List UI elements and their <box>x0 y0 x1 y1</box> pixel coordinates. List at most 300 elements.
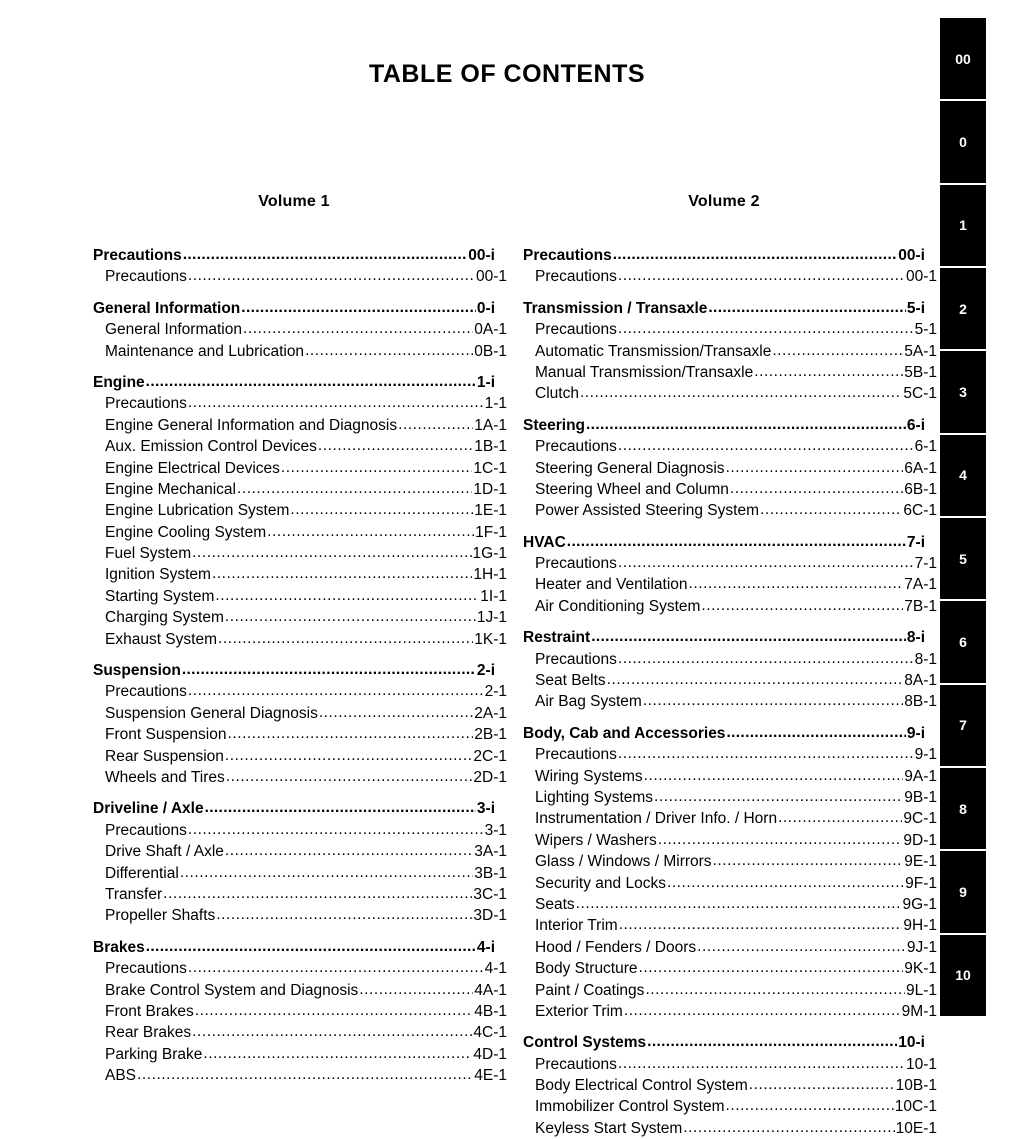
toc-page-number: 7-1 <box>914 555 937 573</box>
toc-page-number: 9H-1 <box>903 917 937 935</box>
toc-page-number: 5-i <box>906 299 925 317</box>
dot-leader <box>644 765 904 786</box>
toc-entry-row[interactable] <box>523 341 937 362</box>
index-tab-10[interactable] <box>940 935 986 1018</box>
toc-entry-row[interactable] <box>523 830 937 851</box>
dot-leader <box>203 1043 472 1064</box>
toc-entry-label: Brake Control System and Diagnosis <box>105 981 359 999</box>
index-tab-label: 4 <box>959 467 967 484</box>
index-tab-label: 3 <box>959 383 967 400</box>
toc-entry-row[interactable] <box>523 574 937 595</box>
toc-entry-row[interactable] <box>523 500 937 521</box>
toc-entry-label: Aux. Emission Control Devices <box>105 438 317 456</box>
toc-entry-row[interactable] <box>523 787 937 808</box>
toc-entry-row[interactable] <box>93 543 507 564</box>
toc-section-title: Engine <box>93 373 145 391</box>
toc-page-number: 0A-1 <box>474 321 507 339</box>
toc-entry-label: Wheels and Tires <box>105 768 225 786</box>
toc-section <box>523 298 937 405</box>
toc-entry-row[interactable] <box>93 629 507 650</box>
toc-entry-label: Steering General Diagnosis <box>535 459 725 477</box>
dot-leader <box>163 883 472 904</box>
toc-entry-label: Precautions <box>105 395 187 413</box>
toc-entry-label: Precautions <box>105 960 187 978</box>
dot-leader <box>754 361 903 382</box>
index-tab-00[interactable] <box>940 18 986 101</box>
toc-entry-label: Keyless Start System <box>535 1119 683 1137</box>
toc-entry-row[interactable] <box>93 436 507 457</box>
index-tab-5[interactable] <box>940 518 986 601</box>
toc-page-number: 4A-1 <box>474 981 507 999</box>
dot-leader <box>697 936 906 957</box>
toc-page-number: 3C-1 <box>473 885 507 903</box>
toc-entry-label: Air Conditioning System <box>535 597 701 615</box>
toc-entry-row[interactable] <box>523 808 937 829</box>
page-title: TABLE OF CONTENTS <box>368 60 646 88</box>
toc-section-title: Brakes <box>93 938 145 956</box>
toc-entry-label: Engine Mechanical <box>105 480 236 498</box>
toc-page-number: 4D-1 <box>473 1045 507 1063</box>
toc-section-row[interactable] <box>523 723 925 744</box>
index-tab-label: 00 <box>955 50 971 67</box>
dot-leader <box>778 807 902 828</box>
toc-page-number: 5B-1 <box>904 363 937 381</box>
toc-entry-row[interactable] <box>523 915 937 936</box>
toc-page-number: 6C-1 <box>903 502 937 520</box>
dot-leader <box>188 957 484 978</box>
index-tab-1[interactable] <box>940 185 986 268</box>
dot-leader <box>182 659 476 680</box>
toc-entry-label: Wiring Systems <box>535 767 643 785</box>
toc-page-number: 9K-1 <box>904 960 937 978</box>
index-tab-4[interactable] <box>940 435 986 518</box>
dot-leader <box>624 1000 901 1021</box>
toc-entry-label: Automatic Transmission/Transaxle <box>535 342 772 360</box>
dot-leader <box>726 457 904 478</box>
toc-entry-row[interactable] <box>93 564 507 585</box>
toc-column-volume-1 <box>93 193 507 1086</box>
toc-page-number: 0-i <box>476 299 495 317</box>
toc-entry-row[interactable] <box>93 522 507 543</box>
toc-entry-row[interactable] <box>523 458 937 479</box>
toc-entry-row[interactable] <box>523 1054 937 1075</box>
toc-page-number: 4C-1 <box>473 1024 507 1042</box>
dot-leader <box>730 478 903 499</box>
dot-leader <box>645 979 905 1000</box>
toc-section <box>93 298 507 362</box>
toc-section-title: Restraint <box>523 629 591 647</box>
toc-entry-row[interactable] <box>93 1001 507 1022</box>
index-tab-label: 5 <box>959 550 967 567</box>
index-tab-label: 1 <box>959 217 967 234</box>
toc-page-number: 3A-1 <box>474 843 507 861</box>
toc-entry-row[interactable] <box>93 458 507 479</box>
index-tab-label: 0 <box>959 133 967 150</box>
toc-entry-label: Manual Transmission/Transaxle <box>535 363 754 381</box>
toc-page-number: 10B-1 <box>895 1077 937 1095</box>
toc-section-title: Precautions <box>93 247 182 264</box>
toc-entry-label: Exhaust System <box>105 630 217 648</box>
dot-leader <box>701 595 903 616</box>
toc-entry-row[interactable] <box>523 553 937 574</box>
toc-entry-row[interactable] <box>93 1044 507 1065</box>
toc-page-number: 9-1 <box>914 746 937 764</box>
toc-page-number: 1A-1 <box>474 416 507 434</box>
toc-entry-label: Body Electrical Control System <box>535 1077 748 1095</box>
dot-leader <box>749 1074 895 1095</box>
dot-leader <box>183 244 468 265</box>
dot-leader <box>180 862 473 883</box>
toc-entry-label: Seats <box>535 895 575 913</box>
toc-section <box>93 245 507 288</box>
toc-page-number: 6-1 <box>914 438 937 456</box>
dot-leader <box>237 478 472 499</box>
index-tab-0[interactable] <box>940 101 986 184</box>
toc-entry-row[interactable] <box>523 744 937 765</box>
toc-entry-row[interactable] <box>523 596 937 617</box>
toc-entry-label: Maintenance and Lubrication <box>105 342 305 360</box>
index-tab-6[interactable] <box>940 601 986 684</box>
toc-page-number: 2-1 <box>484 683 507 701</box>
toc-entry-label: Interior Trim <box>535 917 618 935</box>
toc-page-number: 4-1 <box>484 960 507 978</box>
toc-entry-label: Precautions <box>535 268 617 286</box>
toc-entry-row[interactable] <box>523 1096 937 1117</box>
toc-entry-row[interactable] <box>523 937 937 958</box>
toc-entry-row[interactable] <box>523 980 937 1001</box>
toc-section <box>523 627 937 713</box>
toc-entry-row[interactable] <box>93 266 507 287</box>
toc-entry-row[interactable] <box>93 724 507 745</box>
toc-section-row[interactable] <box>93 298 495 319</box>
toc-entry-label: Rear Brakes <box>105 1024 192 1042</box>
dot-leader <box>359 979 473 1000</box>
toc-entry-row[interactable] <box>93 841 507 862</box>
toc-page-number: 2A-1 <box>474 704 507 722</box>
toc-entry-label: Glass / Windows / Mirrors <box>535 853 712 871</box>
toc-entry-label: Differential <box>105 864 179 882</box>
dot-leader <box>683 1117 894 1138</box>
toc-page-number: 9D-1 <box>903 831 937 849</box>
toc-page-number: 10-1 <box>905 1055 937 1073</box>
toc-page-number: 9L-1 <box>905 981 937 999</box>
toc-page-number: 9C-1 <box>903 810 937 828</box>
toc-entry-row[interactable] <box>93 586 507 607</box>
toc-entry-label: Drive Shaft / Axle <box>105 843 224 861</box>
index-tab-strip <box>940 18 986 1018</box>
dot-leader <box>215 585 479 606</box>
toc-entry-row[interactable] <box>93 479 507 500</box>
toc-entry-label: Precautions <box>105 683 187 701</box>
toc-entry-row[interactable] <box>93 681 507 702</box>
dot-leader <box>607 669 904 690</box>
volume-heading: Volume 2 <box>688 193 760 210</box>
toc-entry-row[interactable] <box>93 863 507 884</box>
toc-entry-row[interactable] <box>93 319 507 340</box>
dot-leader <box>576 893 902 914</box>
dot-leader <box>760 499 902 520</box>
toc-entry-label: Parking Brake <box>105 1045 203 1063</box>
toc-entry-row[interactable] <box>93 1022 507 1043</box>
index-tab-label: 6 <box>959 633 967 650</box>
dot-leader <box>146 936 476 957</box>
toc-page-number: 00-1 <box>905 268 937 286</box>
toc-section <box>93 798 507 926</box>
dot-leader <box>218 628 473 649</box>
toc-section-title: Control Systems <box>523 1034 647 1052</box>
toc-entry-label: Transfer <box>105 885 163 903</box>
toc-entry-label: Lighting Systems <box>535 788 654 806</box>
toc-page-number: 1C-1 <box>473 459 507 477</box>
toc-section <box>93 660 507 788</box>
toc-section-row[interactable] <box>523 298 925 319</box>
dot-leader <box>708 297 906 318</box>
toc-entry-row[interactable] <box>523 383 937 404</box>
toc-page-number: 1J-1 <box>476 609 507 627</box>
toc-page-number: 1I-1 <box>480 587 507 605</box>
toc-entry-label: Precautions <box>105 821 187 839</box>
toc-entry-label: ABS <box>105 1067 137 1085</box>
toc-entry-row[interactable] <box>93 341 507 362</box>
toc-entry-label: Paint / Coatings <box>535 981 645 999</box>
toc-entry-label: Starting System <box>105 587 215 605</box>
dot-leader <box>618 648 914 669</box>
dot-leader <box>281 457 473 478</box>
toc-page-number: 5A-1 <box>904 342 937 360</box>
toc-section <box>93 937 507 1087</box>
dot-leader <box>195 1000 474 1021</box>
toc-page-number: 8A-1 <box>904 672 937 690</box>
toc-entry-row[interactable] <box>523 362 937 383</box>
dot-leader <box>667 872 904 893</box>
toc-entry-label: Immobilizer Control System <box>535 1098 725 1116</box>
dot-leader <box>647 1031 897 1052</box>
toc-section <box>523 415 937 522</box>
index-tab-label: 2 <box>959 300 967 317</box>
toc-entry-row[interactable] <box>93 767 507 788</box>
toc-page-number: 4E-1 <box>474 1067 507 1085</box>
dot-leader <box>290 499 473 520</box>
toc-entry-row[interactable] <box>93 980 507 1001</box>
toc-entry-row[interactable] <box>523 266 937 287</box>
toc-page-number: 9A-1 <box>904 767 937 785</box>
toc-entry-row[interactable] <box>523 436 937 457</box>
toc-entry-label: Power Assisted Steering System <box>535 502 759 520</box>
toc-entry-label: Fuel System <box>105 545 192 563</box>
toc-entry-row[interactable] <box>93 393 507 414</box>
dot-leader <box>319 702 473 723</box>
toc-page-number: 1D-1 <box>473 480 507 498</box>
dot-leader <box>618 743 914 764</box>
toc-entry-label: Air Bag System <box>535 693 642 711</box>
toc-entry-row[interactable] <box>523 894 937 915</box>
toc-section-row[interactable] <box>523 245 925 266</box>
toc-section-row[interactable] <box>93 372 495 393</box>
dot-leader <box>188 265 475 286</box>
toc-page-number: 9E-1 <box>904 853 937 871</box>
toc-entry-label: Charging System <box>105 609 224 627</box>
index-tab-label: 7 <box>959 717 967 734</box>
toc-page-number: 1G-1 <box>472 545 507 563</box>
toc-page-number: 1-i <box>476 373 495 391</box>
dot-leader <box>192 1021 472 1042</box>
toc-page-number: 6B-1 <box>904 480 937 498</box>
toc-entry-row[interactable] <box>93 415 507 436</box>
dot-leader <box>241 297 476 318</box>
dot-leader <box>618 552 914 573</box>
dot-leader <box>216 904 472 925</box>
toc-entry-label: Hood / Fenders / Doors <box>535 938 697 956</box>
toc-section <box>523 723 937 1022</box>
toc-page-number: 3B-1 <box>474 864 507 882</box>
toc-entry-label: Front Suspension <box>105 726 227 744</box>
toc-entry-row[interactable] <box>523 670 937 691</box>
toc-page-number: 4B-1 <box>474 1002 507 1020</box>
toc-page-number: 7-i <box>906 533 925 551</box>
dot-leader <box>618 435 914 456</box>
toc-section <box>93 372 507 650</box>
toc-entry-row[interactable] <box>523 649 937 670</box>
toc-entry-row[interactable] <box>93 607 507 628</box>
toc-entry-row[interactable] <box>93 1065 507 1086</box>
toc-entry-label: Instrumentation / Driver Info. / Horn <box>535 810 778 828</box>
toc-page-number: 9-i <box>906 724 925 742</box>
toc-page-number: 2D-1 <box>473 768 507 786</box>
dot-leader <box>591 626 906 647</box>
toc-entry-label: Engine Lubrication System <box>105 502 290 520</box>
index-tab-9[interactable] <box>940 851 986 934</box>
dot-leader <box>619 914 903 935</box>
index-tab-3[interactable] <box>940 351 986 434</box>
dot-leader <box>713 850 904 871</box>
dot-leader <box>226 766 473 787</box>
toc-entry-row[interactable] <box>523 851 937 872</box>
toc-entry-row[interactable] <box>523 958 937 979</box>
toc-entry-row[interactable] <box>93 500 507 521</box>
dot-leader <box>639 957 904 978</box>
toc-entry-label: Engine General Information and Diagnosis <box>105 416 398 434</box>
toc-section-row[interactable] <box>93 660 495 681</box>
toc-page-number: 1H-1 <box>473 566 507 584</box>
toc-page-number: 9M-1 <box>901 1002 937 1020</box>
toc-page-number: 10E-1 <box>895 1119 937 1137</box>
toc-entry-label: Precautions <box>105 268 187 286</box>
toc-entry-row[interactable] <box>523 1001 937 1022</box>
dot-leader <box>567 531 906 552</box>
toc-entry-row[interactable] <box>93 905 507 926</box>
toc-column-volume-2 <box>523 193 937 1139</box>
toc-section <box>523 532 937 618</box>
toc-page-number: 1B-1 <box>474 438 507 456</box>
toc-entry-label: Ignition System <box>105 566 211 584</box>
toc-sections <box>93 245 507 1086</box>
toc-entry-row[interactable] <box>523 479 937 500</box>
dot-leader <box>586 414 906 435</box>
toc-page-number: 9G-1 <box>902 895 937 913</box>
toc-section-title: Driveline / Axle <box>93 800 204 818</box>
toc-entry-row[interactable] <box>93 703 507 724</box>
toc-section-row[interactable] <box>523 1032 925 1053</box>
toc-entry-row[interactable] <box>523 691 937 712</box>
toc-entry-label: Clutch <box>535 385 579 403</box>
toc-page-number: 8-i <box>906 629 925 647</box>
toc-entry-row[interactable] <box>523 1075 937 1096</box>
toc-entry-label: Precautions <box>535 438 617 456</box>
toc-page-number: 7B-1 <box>904 597 937 615</box>
toc-section-row[interactable] <box>93 798 495 819</box>
toc-page-number: 10C-1 <box>894 1098 937 1116</box>
dot-leader <box>243 318 473 339</box>
toc-page-number: 1E-1 <box>474 502 507 520</box>
toc-entry-label: Precautions <box>535 555 617 573</box>
toc-page-number: 2C-1 <box>473 747 507 765</box>
index-tab-label: 9 <box>959 883 967 900</box>
toc-entry-label: Suspension General Diagnosis <box>105 704 318 722</box>
index-tab-2[interactable] <box>940 268 986 351</box>
dot-leader <box>212 563 472 584</box>
toc-entry-label: Heater and Ventilation <box>535 576 688 594</box>
toc-entry-row[interactable] <box>523 319 937 340</box>
toc-page-number: 00-i <box>898 247 925 264</box>
dot-leader <box>267 521 474 542</box>
toc-section-title: General Information <box>93 299 241 317</box>
toc-entry-label: Body Structure <box>535 960 638 978</box>
toc-section-row[interactable] <box>93 937 495 958</box>
toc-page-number: 1K-1 <box>474 630 507 648</box>
toc-section-row[interactable] <box>523 415 925 436</box>
toc-section-row[interactable] <box>93 245 495 266</box>
toc-entry-row[interactable] <box>93 746 507 767</box>
index-tab-8[interactable] <box>940 768 986 851</box>
toc-page-number: 0B-1 <box>474 342 507 360</box>
toc-section <box>523 245 937 288</box>
toc-entry-label: Front Brakes <box>105 1002 194 1020</box>
toc-page-number: 3D-1 <box>473 907 507 925</box>
toc-entry-row[interactable] <box>93 958 507 979</box>
toc-page-number: 2B-1 <box>474 726 507 744</box>
toc-section-title: Precautions <box>523 247 612 264</box>
dot-leader <box>772 340 903 361</box>
dot-leader <box>205 797 476 818</box>
index-tab-7[interactable] <box>940 685 986 768</box>
toc-entry-row[interactable] <box>93 884 507 905</box>
toc-entry-row[interactable] <box>523 766 937 787</box>
dot-leader <box>658 829 903 850</box>
dot-leader <box>188 819 484 840</box>
dot-leader <box>618 318 914 339</box>
toc-entry-label: Precautions <box>535 650 617 668</box>
dot-leader <box>225 606 476 627</box>
dot-leader <box>689 573 904 594</box>
toc-page-number: 1-1 <box>484 395 507 413</box>
dot-leader <box>305 340 473 361</box>
dot-leader <box>726 722 905 743</box>
dot-leader <box>318 435 473 456</box>
toc-page-number: 5-1 <box>914 321 937 339</box>
index-tab-label: 10 <box>955 967 971 984</box>
dot-leader <box>726 1095 894 1116</box>
toc-section-row[interactable] <box>523 627 925 648</box>
toc-entry-label: Security and Locks <box>535 874 666 892</box>
toc-entry-label: Exterior Trim <box>535 1002 623 1020</box>
toc-entry-label: General Information <box>105 321 242 339</box>
dot-leader <box>643 690 903 711</box>
dot-leader <box>580 382 902 403</box>
toc-entry-row[interactable] <box>93 820 507 841</box>
toc-entry-row[interactable] <box>523 1118 937 1139</box>
toc-section-row[interactable] <box>523 532 925 553</box>
toc-entry-row[interactable] <box>523 873 937 894</box>
